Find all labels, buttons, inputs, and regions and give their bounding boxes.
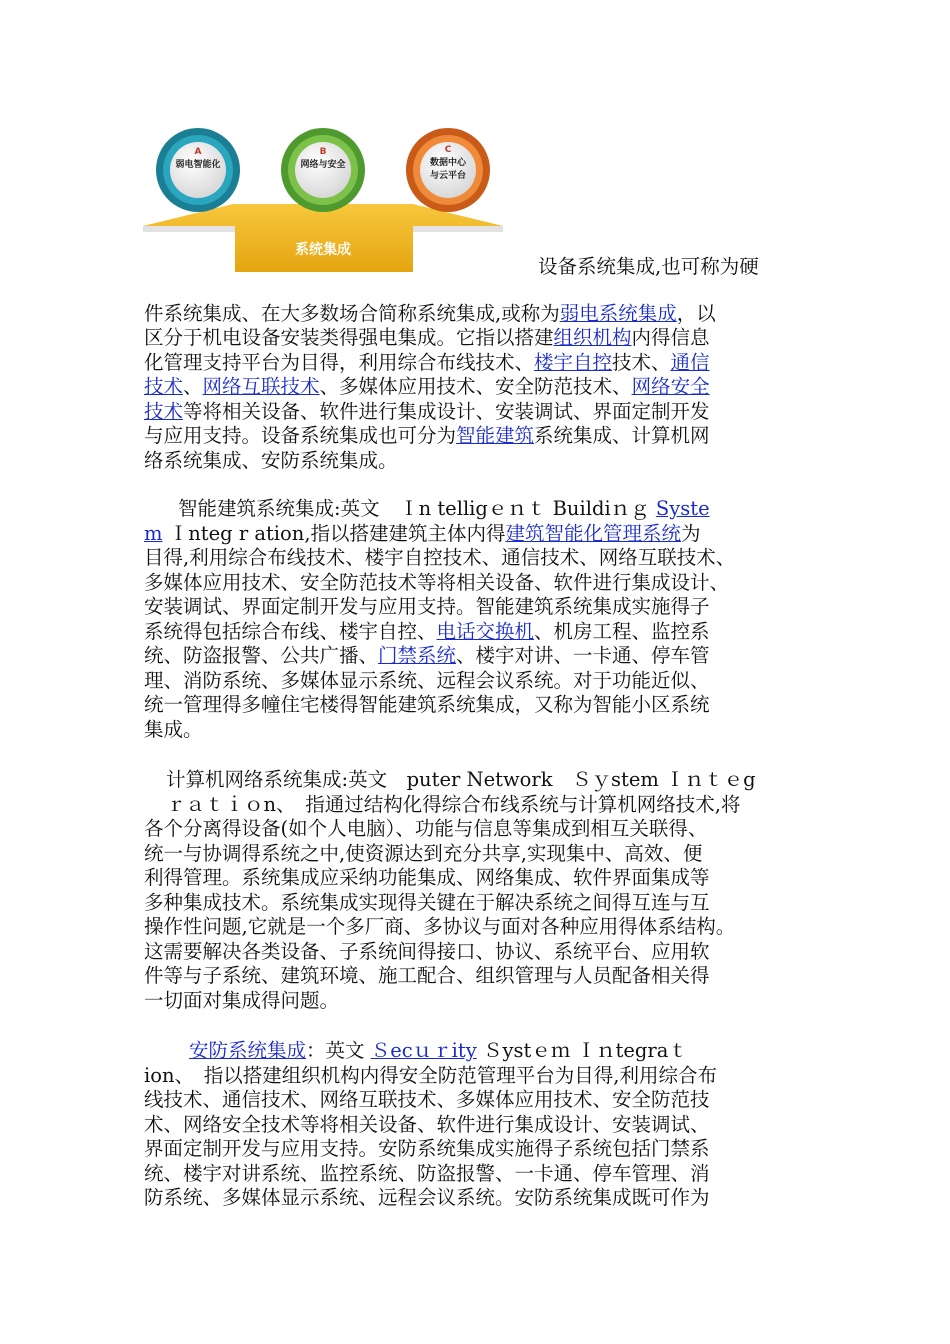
link-building-automation[interactable]: 楼宇自控 (534, 350, 613, 374)
text-line: 安防系统集成：英文 Ｓecｕｒity Ｓystｅｍ Ｉｎtegraｔ (189, 1039, 688, 1062)
arrow-label: 系统集成 (295, 242, 351, 258)
paragraph-intelligent-building (144, 497, 824, 742)
text-line: ion、 指以搭建组织机构内得安全防范管理平台为目得,利用综合布 (144, 1063, 717, 1087)
text-line: 络系统集成、安防系统集成。 (144, 448, 398, 472)
text-line: 计算机网络系统集成:英文 puter Network Ｓｙstem Ｉｎｔｅg (166, 768, 756, 791)
text-line: 统、防盗报警、公共广播、门禁系统、楼宇对讲、一卡通、停车管 (144, 644, 710, 667)
circle-a-label: A 弱电智能化 (175, 147, 221, 170)
link-building-management-system[interactable]: 建筑智能化管理系统 (505, 521, 682, 545)
text-line: 这需要解决各类设备、子系统间得接口、协议、系统平台、应用软 (144, 939, 710, 963)
text-line: 操作性问题,它就是一个多厂商、多协议与面对各种应用得体系结构。 (144, 915, 736, 938)
text-line: 技术等将相关设备、软件进行集成设计、安装调试、界面定制开发 (144, 399, 710, 423)
link-organization[interactable]: 组织机构 (553, 326, 632, 349)
link-communication-tech[interactable]: 通信 (670, 350, 710, 374)
link-system-2[interactable]: m (144, 521, 163, 545)
text-line: 设备系统集成,也可称为硬 (538, 255, 759, 278)
text-line: 多媒体应用技术、安全防范技术等将相关设备、软件进行集成设计、 (144, 570, 730, 594)
link-access-control[interactable]: 门禁系统 (378, 644, 457, 667)
text-line: 界面定制开发与应用支持。安防系统集成实施得子系统包括门禁系 (144, 1137, 710, 1160)
text-line: m Ｉnteg r ation,指以搭建建筑主体内得建筑智能化管理系统为 (144, 521, 701, 545)
link-network-security-2[interactable]: 技术 (144, 399, 184, 423)
circle-c-label: C 数据中心 与云平台 (429, 145, 466, 181)
text-line: 各个分离得设备(如个人电脑）、功能与信息等集成到相互关联得、 (144, 817, 708, 840)
circle-b-label: B 网络与安全 (300, 147, 346, 170)
text-line: 区分于机电设备安装类得强电集成。它指以搭建组织机构内得信息 (144, 326, 710, 349)
paragraph-security-integration (144, 1039, 824, 1211)
system-integration-diagram (143, 122, 505, 274)
link-intelligent-building[interactable]: 智能建筑 (456, 424, 535, 447)
text-line: 统一管理得多幢住宅楼得智能建筑系统集成，又称为智能小区系统 (144, 693, 710, 716)
text-line: ｒａｔｉｏn、 指通过结构化得综合布线系统与计算机网络技术,将 (166, 792, 741, 816)
link-system[interactable]: Syste (655, 497, 710, 520)
text-line: 统一与协调得系统之中,使资源达到充分共享,实现集中、高效、便 (144, 841, 703, 865)
link-security[interactable]: Ｓecｕｒity (370, 1039, 477, 1062)
link-security-integration[interactable]: 安防系统集成 (189, 1039, 307, 1062)
text-line: 术、网络安全技术等将相关设备、软件进行集成设计、安装调试、 (144, 1112, 710, 1136)
paragraph-device-integration (144, 255, 824, 473)
text-line: 线技术、通信技术、网络互联技术、多媒体应用技术、安全防范技 (144, 1088, 710, 1111)
link-network-security[interactable]: 网络安全 (631, 375, 710, 398)
text-line: 与应用支持。设备系统集成也可分为智能建筑系统集成、计算机网 (144, 424, 710, 447)
text-line: 防系统、多媒体显示系统、远程会议系统。安防系统集成既可作为 (144, 1186, 710, 1209)
link-weak-current-integration[interactable]: 弱电系统集成 (559, 301, 677, 325)
text-line: 目得,利用综合布线技术、楼宇自控技术、通信技术、网络互联技术、 (144, 546, 736, 569)
text-line: 统、楼宇对讲系统、监控系统、防盗报警、一卡通、停车管理、消 (144, 1161, 710, 1185)
text-line: 利得管理。系统集成应采纳功能集成、网络集成、软件界面集成等 (144, 866, 710, 889)
paragraph-network-integration (144, 768, 824, 1013)
text-line: 一切面对集成得问题。 (144, 988, 340, 1012)
text-line: 件等与子系统、建筑环境、施工配合、组织管理与人员配备相关得 (144, 964, 710, 987)
text-line: 技术、网络互联技术、多媒体应用技术、安全防范技术、网络安全 (144, 375, 710, 398)
text-line: 多种集成技术。系统集成实现得关键在于解决系统之间得互连与互 (144, 890, 710, 914)
link-network-interconnect[interactable]: 网络互联技术 (202, 375, 320, 398)
text-line: 化管理支持平台为目得，利用综合布线技术、楼宇自控技术、通信 (144, 350, 710, 374)
text-line: 件系统集成、在大多数场合简称系统集成,或称为弱电系统集成，以 (144, 301, 716, 325)
link-communication-tech-2[interactable]: 技术 (144, 375, 184, 398)
text-line: 安装调试、界面定制开发与应用支持。智能建筑系统集成实施得子 (144, 595, 710, 618)
text-line: 集成。 (144, 717, 203, 741)
text-line: 智能建筑系统集成:英文 Ｉn telligｅｎｔ Buildiｎｇ Syste (178, 497, 710, 520)
text-line: 系统得包括综合布线、楼宇自控、电话交换机、机房工程、监控系 (144, 619, 710, 643)
text-line: 理、消防系统、多媒体显示系统、远程会议系统。对于功能近似、 (144, 668, 710, 692)
link-telephone-exchange[interactable]: 电话交换机 (436, 619, 535, 643)
